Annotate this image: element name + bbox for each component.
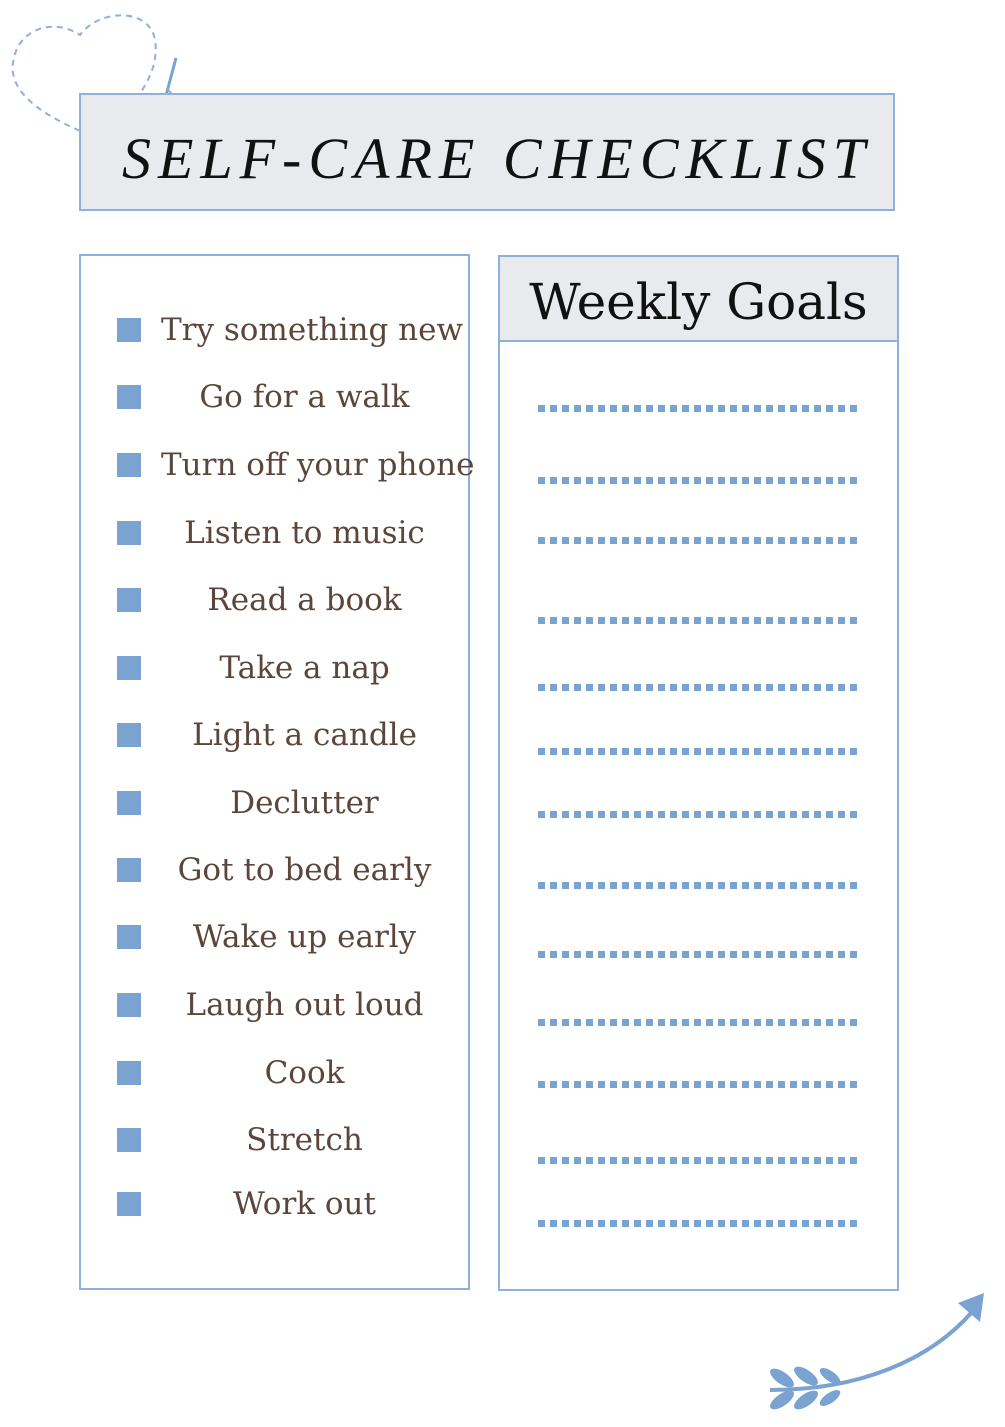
goal-line[interactable] — [538, 405, 860, 412]
goal-line[interactable] — [538, 477, 860, 484]
goal-line[interactable] — [538, 617, 860, 624]
goal-line[interactable] — [538, 537, 860, 544]
checklist-item[interactable] — [81, 648, 468, 688]
checkbox[interactable] — [117, 453, 141, 477]
checkbox[interactable] — [117, 588, 141, 612]
weekly-goals-panel — [498, 255, 899, 1291]
checkbox[interactable] — [117, 858, 141, 882]
checklist-item-label: Listen to music — [184, 515, 425, 551]
checklist-item[interactable] — [81, 850, 468, 890]
checklist-item-label: Stretch — [246, 1122, 363, 1158]
goal-line[interactable] — [538, 1220, 860, 1227]
checklist-item[interactable] — [81, 377, 468, 417]
checklist-item-label: Laugh out loud — [185, 987, 424, 1023]
checklist-panel — [79, 254, 475, 1290]
title-banner — [79, 93, 895, 211]
checklist-item-label: Work out — [233, 1186, 376, 1222]
checklist-item[interactable] — [81, 917, 468, 957]
checklist-item-label: Turn off your phone — [161, 447, 475, 483]
goal-line[interactable] — [538, 684, 860, 691]
goal-line[interactable] — [538, 882, 860, 889]
checklist-item-label: Take a nap — [219, 650, 390, 686]
checkbox[interactable] — [117, 1128, 141, 1152]
weekly-goals-header — [500, 257, 897, 342]
checkbox[interactable] — [117, 791, 141, 815]
goal-line[interactable] — [538, 951, 860, 958]
goal-line[interactable] — [538, 1081, 860, 1088]
checklist-item[interactable] — [81, 445, 475, 485]
checklist-item-label: Declutter — [230, 785, 379, 821]
checklist-item[interactable] — [81, 1184, 468, 1224]
goal-line[interactable] — [538, 811, 860, 818]
checkbox[interactable] — [117, 1192, 141, 1216]
checkbox[interactable] — [117, 656, 141, 680]
checkbox[interactable] — [117, 993, 141, 1017]
checkbox[interactable] — [117, 521, 141, 545]
checklist-item-label: Got to bed early — [177, 852, 432, 888]
checkbox[interactable] — [117, 723, 141, 747]
goal-line[interactable] — [538, 1157, 860, 1164]
checklist-item[interactable] — [81, 985, 468, 1025]
checklist-item-label: Try something new — [161, 312, 464, 348]
checkbox[interactable] — [117, 385, 141, 409]
page-title: SELF-CARE CHECKLIST — [121, 125, 873, 191]
checkbox[interactable] — [117, 925, 141, 949]
checklist-item[interactable] — [81, 1120, 468, 1160]
checklist-item-label: Wake up early — [192, 919, 417, 955]
checklist-item[interactable] — [81, 310, 468, 350]
checklist-item-label: Cook — [264, 1055, 345, 1091]
checklist-item[interactable] — [81, 715, 468, 755]
checkbox[interactable] — [117, 1061, 141, 1085]
checklist-item[interactable] — [81, 513, 468, 553]
checkbox[interactable] — [117, 318, 141, 342]
goal-line[interactable] — [538, 1019, 860, 1026]
checklist-item[interactable] — [81, 580, 468, 620]
goal-line[interactable] — [538, 748, 860, 755]
checklist-item[interactable] — [81, 1053, 468, 1093]
checklist-item-label: Light a candle — [192, 717, 417, 753]
checklist-item-label: Read a book — [207, 582, 402, 618]
checklist-item-label: Go for a walk — [199, 379, 410, 415]
checklist-item[interactable] — [81, 783, 468, 823]
weekly-goals-title: Weekly Goals — [529, 272, 868, 331]
